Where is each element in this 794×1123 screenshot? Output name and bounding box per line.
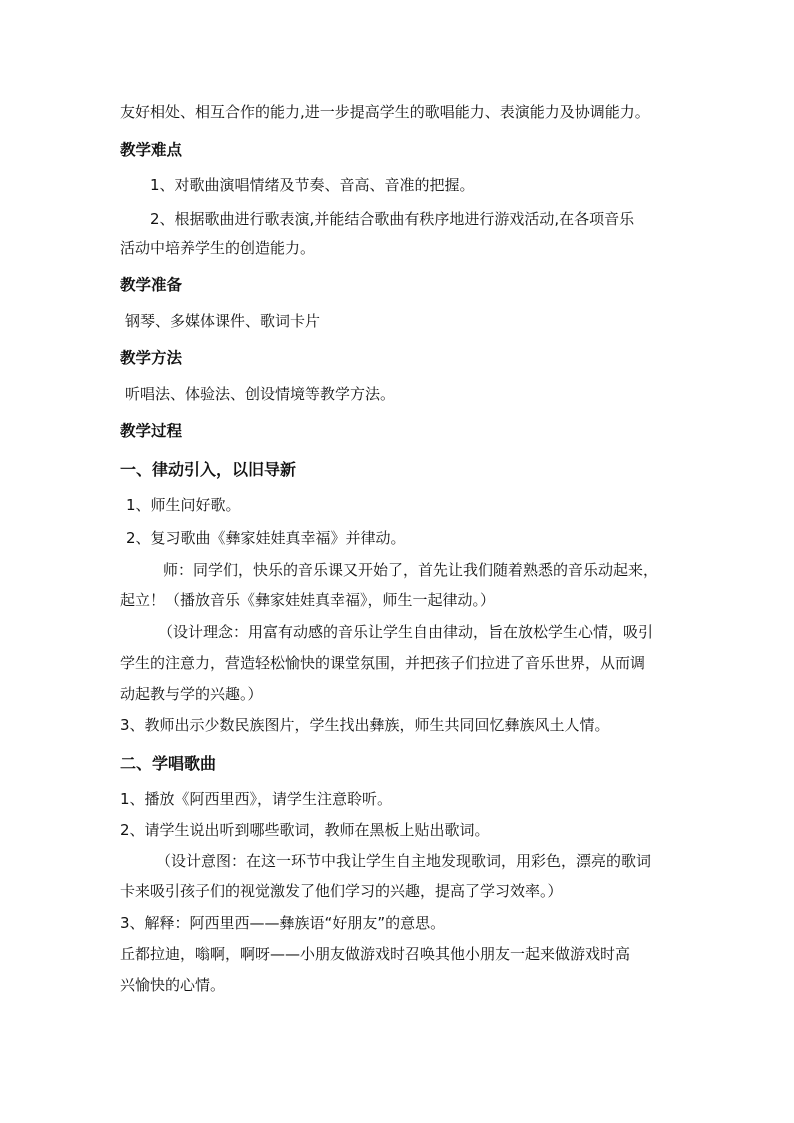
- design-concept-note: （设计理念：用富有动感的音乐让学生自由律动，旨在放松学生心情，吸引: [158, 623, 654, 641]
- design-intent-note-continued: 卡来吸引孩子们的视觉激发了他们学习的兴趣，提高了学习效率。）: [120, 882, 563, 900]
- difficulty-item-2: 2、根据歌曲进行歌表演,并能结合歌曲有秩序地进行游戏活动,在各项音乐: [150, 210, 635, 228]
- design-concept-note-line-3: 动起教与学的兴趣。）: [120, 685, 263, 703]
- design-intent-note: （设计意图：在这一环节中我让学生自主地发现歌词，用彩色，漂亮的歌词: [156, 852, 652, 870]
- heading-teaching-methods: 教学方法: [120, 349, 183, 367]
- process-step-1: 1、师生问好歌。: [126, 496, 241, 514]
- teacher-dialogue-continued: 起立！（播放音乐《彝家娃娃真幸福》，师生一起律动。）: [120, 591, 496, 609]
- paragraph-abilities-continued: 友好相处、相互合作的能力,进一步提高学生的歌唱能力、表演能力及协调能力。: [120, 103, 650, 121]
- lyrics-explanation: 丘都拉迪，嗡啊，啊呀——小朋友做游戏时召唤其他小朋友一起来做游戏时高: [120, 945, 631, 963]
- process-step-3: 3、教师出示少数民族图片，学生找出彝族，师生共同回忆彝族风土人情。: [120, 716, 610, 734]
- heading-teaching-preparation: 教学准备: [120, 276, 183, 294]
- section-heading-learn-song: 二、学唱歌曲: [120, 754, 217, 773]
- heading-teaching-process: 教学过程: [120, 422, 183, 440]
- learn-song-step-1: 1、播放《阿西里西》，请学生注意聆听。: [120, 790, 393, 808]
- learn-song-step-3: 3、解释：阿西里西——彝族语“好朋友”的意思。: [120, 914, 446, 932]
- difficulty-item-2-continued: 活动中培养学生的创造能力。: [120, 239, 316, 257]
- difficulty-item-1: 1、对歌曲演唱情绪及节奏、音高、音准的把握。: [150, 176, 475, 194]
- preparation-text: 钢琴、多媒体课件、歌词卡片: [125, 312, 321, 330]
- heading-teaching-difficulties: 教学难点: [120, 141, 183, 159]
- section-heading-rhythm-intro: 一、律动引入，以旧导新: [120, 460, 297, 479]
- learn-song-step-2: 2、请学生说出听到哪些歌词，教师在黑板上贴出歌词。: [120, 821, 490, 839]
- process-step-2: 2、复习歌曲《彝家娃娃真幸福》并律动。: [126, 529, 406, 547]
- methods-text: 听唱法、体验法、创设情境等教学方法。: [125, 385, 396, 403]
- teacher-dialogue: 师：同学们，快乐的音乐课又开始了，首先让我们随着熟悉的音乐动起来，: [163, 561, 659, 579]
- design-concept-note-line-2: 学生的注意力，营造轻松愉快的课堂氛围，并把孩子们拉进了音乐世界，从而调: [120, 654, 646, 672]
- lyrics-explanation-continued: 兴愉快的心情。: [120, 976, 226, 994]
